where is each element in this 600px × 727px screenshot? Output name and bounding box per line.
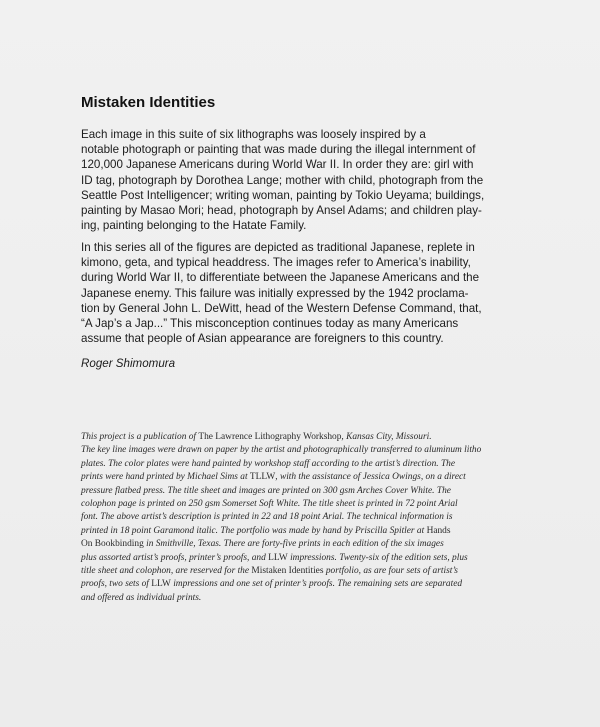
colophon-line: [81, 578, 541, 591]
colophon-text: in Smithville, Texas. There are forty-five prints in each edition of the six images: [143, 539, 444, 550]
colophon-text: plus assorted artist’s proofs, printer’s proofs, and: [81, 552, 269, 563]
colophon-text: colophon page is printed on 250 gsm Somerset Soft White. The title sheet is printed in 72 point Arial: [81, 499, 458, 510]
text-line: during World War II, to differentiate between the Japanese Americans and the: [81, 271, 480, 285]
colophon-line: [81, 511, 541, 524]
colophon-line: [81, 431, 541, 444]
text-line: 120,000 Japanese Americans during World War II. In order they are: girl with: [81, 158, 474, 172]
colophon-line: [81, 444, 541, 457]
workshop-name: The Lawrence Lithography Workshop: [198, 432, 342, 442]
colophon-text: and offered as individual prints.: [81, 592, 202, 603]
bindery-name: Hands: [426, 525, 451, 536]
text-line: Seattle Post Intelligencer; writing woman, painting by Tokio Ueyama; buildings,: [81, 188, 485, 202]
colophon-text: title sheet and colophon, are reserved for the: [81, 566, 252, 577]
colophon-text: font. The above artist’s description is printed in 22 and 18 point Arial. The technical information is: [81, 512, 453, 523]
colophon-paragraph: [81, 431, 541, 605]
colophon-text: , Kansas City, Missouri.: [341, 432, 432, 442]
text-line: Each image in this suite of six lithographs was loosely inspired by a: [81, 128, 426, 141]
description-paragraph-2: [81, 240, 541, 346]
document-title: Mistaken Identities: [81, 94, 216, 111]
colophon-text: portfolio, as are four sets of artist’s: [323, 566, 458, 577]
colophon-text: proofs, two sets of: [81, 579, 152, 590]
workshop-abbrev: TLLW: [249, 472, 276, 483]
text-line: tion by General John L. DeWitt, head of the Western Defense Command, that,: [81, 301, 482, 315]
portfolio-name: Mistaken Identities: [251, 566, 324, 577]
colophon-text: prints were hand printed by Michael Sims at: [81, 472, 250, 483]
colophon-line: [81, 538, 541, 551]
text-line: ing, painting belonging to the Hatate Family.: [81, 219, 307, 233]
colophon-text: This project is a publication of: [81, 432, 199, 442]
colophon-text: The key line images were drawn on paper by the artist and photographically transferred to aluminum litho: [81, 445, 482, 456]
colophon-line: [81, 485, 541, 498]
colophon-text: printed in 18 point Garamond italic. The portfolio was made by hand by Priscilla Spitler at: [81, 525, 427, 536]
colophon-line: [81, 525, 541, 538]
text-line: notable photograph or painting that was made during the illegal internment of: [81, 143, 476, 157]
colophon-line: [81, 552, 541, 565]
workshop-abbrev: LLW: [268, 552, 288, 563]
description-paragraph-1: [81, 127, 541, 233]
colophon-line: [81, 458, 541, 471]
artist-signature: Roger Shimomura: [81, 357, 176, 370]
workshop-abbrev: LLW: [151, 579, 171, 590]
text-line: ID tag, photograph by Dorothea Lange; mother with child, photograph from the: [81, 173, 484, 187]
colophon-text: impressions and one set of printer’s proofs. The remaining sets are separated: [170, 579, 463, 590]
text-line: “A Jap’s a Jap...” This misconception continues today as many Americans: [81, 317, 459, 331]
colophon-line: [81, 592, 541, 605]
text-line: assume that people of Asian appearance are foreigners to this country.: [81, 332, 444, 346]
text-line: Japanese enemy. This failure was initially expressed by the 1942 proclama-: [81, 286, 469, 300]
text-line: In this series all of the figures are depicted as traditional Japanese, replete in: [81, 241, 475, 254]
colophon-text: pressure flatbed press. The title sheet and images are printed on 300 gsm Arches Cover White. The: [81, 485, 451, 496]
colophon-text: plates. The color plates were hand painted by workshop staff according to the artist’s direction. The: [81, 458, 456, 469]
text-line: kimono, geta, and typical headdress. The images refer to America’s inability,: [81, 256, 471, 270]
bindery-name: On Bookbinding: [81, 539, 144, 550]
colophon-text: , with the assistance of Jessica Owings, on a direct: [275, 472, 466, 483]
colophon-line: [81, 565, 541, 578]
text-line: painting by Masao Mori; head, photograph by Ansel Adams; and children play-: [81, 204, 482, 218]
colophon-line: [81, 471, 541, 484]
colophon-line: [81, 498, 541, 511]
colophon-text: impressions. Twenty-six of the edition sets, plus: [287, 552, 468, 563]
